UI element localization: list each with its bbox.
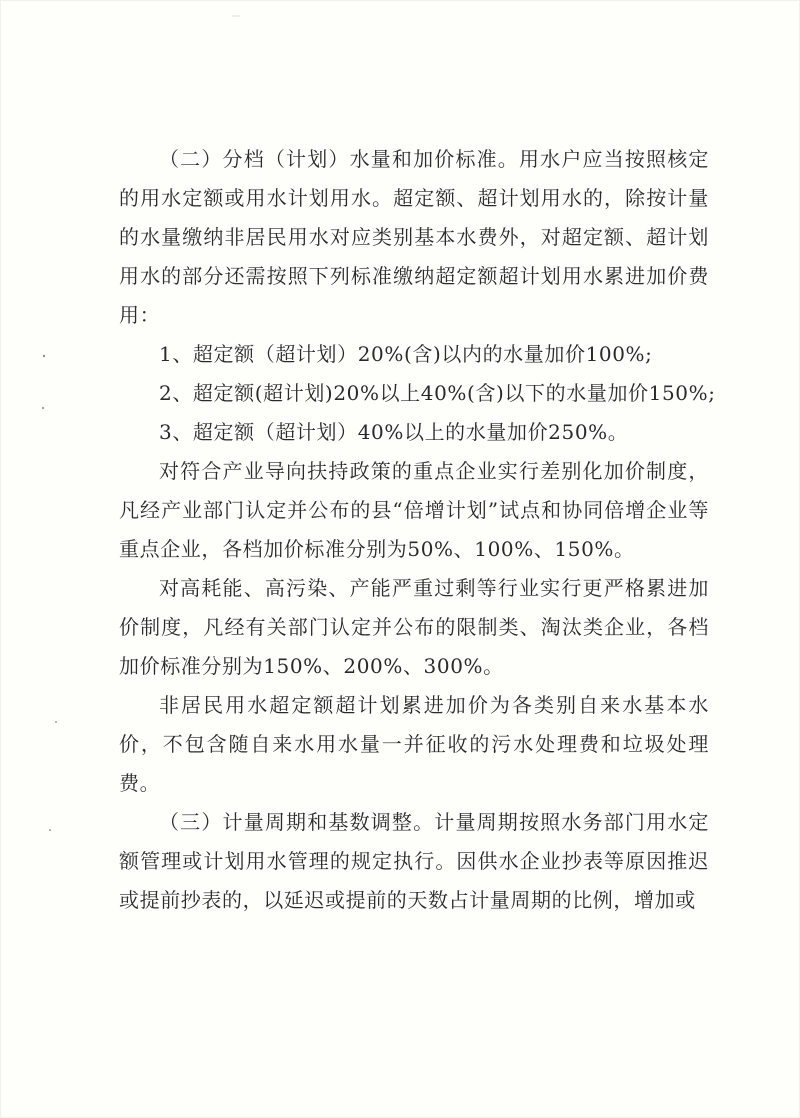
paragraph-high-consumption: 对高耗能、高污染、产能严重过剩等行业实行更严格累进加价制度，凡经有关部门认定并公布的限制类、淘汰类企业，各档加价标准分别为150%、200%、300%。 bbox=[119, 576, 709, 678]
paragraph-key-enterprises: 对符合产业导向扶持政策的重点企业实行差别化加价制度，凡经产业部门认定并公布的县“倍增计划”试点和协同倍增企业等重点企业，各档加价标准分别为50%、100%、150%。 bbox=[119, 459, 709, 561]
paragraph-tiered-pricing: （二）分档（计划）水量和加价标准。用水户应当按照核定的用水定额或用水计划用水。超定额、超计划用水的，除按计量的水量缴纳非居民用水对应类别基本水费外，对超定额、超计划用水的部分还需按照下列标准缴纳超定额超计划用水累进加价费用： bbox=[119, 147, 709, 327]
paragraph-basic-price: 非居民用水超定额超计划累进加价为各类别自来水基本水价，不包含随自来水用水量一并征收的污水处理费和垃圾处理费。 bbox=[119, 693, 709, 795]
list-item-tier-1: 1、超定额（超计划）20%(含)以内的水量加价100%; bbox=[159, 342, 653, 366]
list-item-tier-3: 3、超定额（超计划）40%以上的水量加价250%。 bbox=[159, 420, 629, 444]
document-body bbox=[119, 140, 716, 920]
list-item-tier-2: 2、超定额(超计划)20%以上40%(含)以下的水量加价150%; bbox=[159, 381, 716, 405]
paragraph-metering-cycle: （三）计量周期和基数调整。计量周期按照水务部门用水定额管理或计划用水管理的规定执行。因供水企业抄表等原因推迟或提前抄表的，以延迟或提前的天数占计量周期的比例，增加或 bbox=[119, 810, 709, 912]
